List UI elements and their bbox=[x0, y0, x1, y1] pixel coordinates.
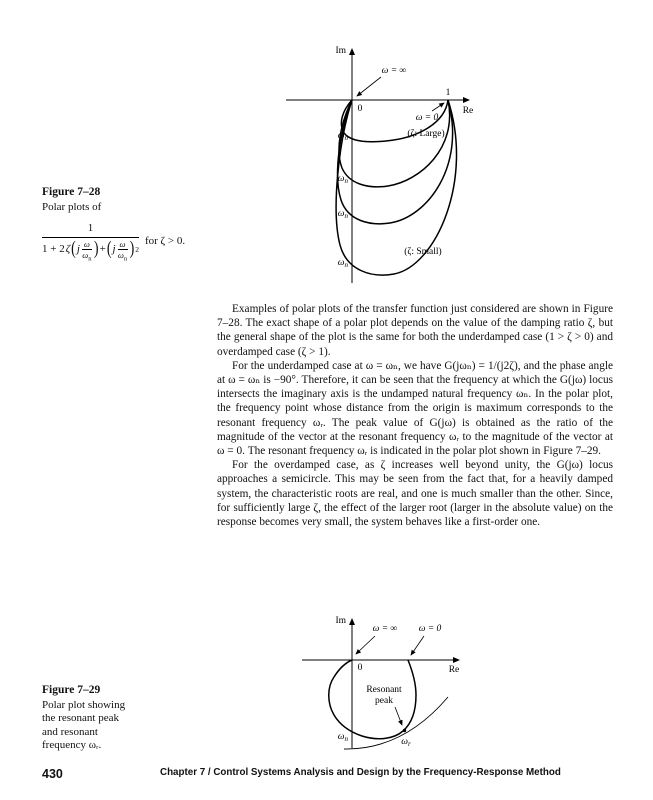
omega-infinity-label: ω = ∞ bbox=[381, 66, 407, 76]
chapter-running-title: Chapter 7 / Control Systems Analysis and Design by the Frequency-Response Method bbox=[160, 767, 561, 778]
omega-symbol: ω bbox=[117, 249, 124, 260]
figure-7-29-caption-line: Polar plot showing bbox=[42, 699, 126, 712]
zeta-symbol: ζ bbox=[65, 243, 71, 256]
resonant-point-dot bbox=[403, 729, 406, 732]
page-footer bbox=[42, 765, 617, 783]
figure-7-29-caption-line: the resonant peak bbox=[42, 712, 119, 725]
omega-symbol: ω bbox=[82, 249, 89, 260]
n-subscript: n bbox=[123, 255, 128, 263]
omega-over-omega-n bbox=[118, 240, 128, 261]
j-symbol: j bbox=[76, 243, 80, 256]
omega-zero-label: ω = 0 bbox=[418, 624, 442, 634]
figure-7-29-caption-line: frequency ωᵣ. bbox=[42, 738, 102, 751]
figure-7-29-caption bbox=[42, 684, 242, 752]
paragraph: Examples of polar plots of the transfer function just considered are shown in Figure 7–28. The exact shape of a polar plot depends on the value of the damping ratio ζ, but the general shape of the plot is the same for both the underdamped case (1 > ζ > 0) and overdamped case (ζ > 1). bbox=[217, 303, 613, 358]
n-subscript: n bbox=[344, 261, 348, 269]
figure-7-28-plot bbox=[280, 40, 480, 290]
resonant-peak-arrow bbox=[395, 707, 402, 725]
zeta-large-label: (ζ: Large) bbox=[407, 129, 445, 139]
n-subscript: n bbox=[344, 735, 348, 743]
im-axis-label: Im bbox=[335, 616, 346, 626]
omega-symbol: ω bbox=[83, 238, 90, 249]
omega-r-label: $\omega_r$ bbox=[401, 737, 411, 748]
n-subscript: n bbox=[344, 177, 348, 185]
page-number: 430 bbox=[42, 767, 63, 781]
omega-n-label: $\omega_n$ bbox=[337, 209, 348, 220]
formula-fraction bbox=[42, 222, 139, 263]
n-subscript: n bbox=[344, 134, 348, 142]
resonant-peak-label: peak bbox=[375, 696, 393, 706]
zeta-small-label: (ζ: Small) bbox=[404, 247, 442, 257]
one-label: 1 bbox=[445, 88, 451, 98]
omega-symbol: ω bbox=[119, 238, 126, 249]
figure-7-29-plot bbox=[298, 610, 473, 758]
omega-n-label: $\omega_n$ bbox=[337, 732, 348, 743]
formula-numerator: 1 bbox=[42, 222, 139, 237]
omega-zero-arrow bbox=[411, 636, 424, 655]
omega-zero-label: ω = 0 bbox=[415, 113, 439, 123]
im-axis-label: Im bbox=[335, 46, 346, 56]
n-subscript: n bbox=[88, 255, 92, 263]
formula-denominator: 1 + 2 ζ ( j ω $\omega_n$ ) + ( j ω $\omega_n$ ) 2 bbox=[42, 238, 139, 263]
paragraph: For the overdamped case, as ζ increases well beyond unity, the G(jω) locus approaches a semicircle. This may be seen from the fact that, for a heavily damped system, the characteristic roots are real, and one is much smaller than the other. Since, for sufficiently large ζ, the effect of the larger root (larger in the absolute value) on the response becomes very small, the system behaves like a first-order one. bbox=[217, 459, 613, 529]
open-paren: ( bbox=[71, 239, 76, 260]
figure-7-28-caption bbox=[42, 186, 242, 263]
body-text bbox=[217, 302, 613, 529]
origin-label: 0 bbox=[357, 663, 363, 673]
polar-locus-curve bbox=[329, 660, 416, 739]
omega-over-omega-n bbox=[82, 240, 92, 261]
den-prefix: 1 + 2 bbox=[42, 243, 65, 256]
re-axis-label: Re bbox=[462, 106, 474, 116]
omega-infinity-label: ω = ∞ bbox=[372, 624, 398, 634]
figure-7-28-caption-text: Polar plots of bbox=[42, 201, 102, 214]
r-subscript: r bbox=[407, 740, 411, 748]
resonant-peak-label: Resonant bbox=[366, 685, 402, 695]
omega-n-label: $\omega_n$ bbox=[337, 258, 348, 269]
plus-sign: + bbox=[99, 243, 106, 256]
figure-7-28-title: Figure 7–28 bbox=[42, 186, 101, 198]
omega-zero-arrow bbox=[432, 103, 444, 111]
figure-7-29-title: Figure 7–29 bbox=[42, 684, 101, 696]
origin-label: 0 bbox=[357, 104, 363, 114]
omega-inf-arrow bbox=[356, 636, 375, 654]
j-symbol: j bbox=[112, 243, 116, 256]
n-subscript: n bbox=[344, 212, 348, 220]
omega-inf-arrow bbox=[357, 77, 381, 96]
close-paren: ) bbox=[93, 239, 99, 260]
figure-7-29-caption-line: and resonant bbox=[42, 725, 98, 738]
omega-n-label: $\omega_n$ bbox=[337, 131, 348, 142]
omega-n-label: $\omega_n$ bbox=[337, 174, 348, 185]
figure-7-28-formula bbox=[42, 222, 242, 263]
resonant-magnitude-arc bbox=[344, 697, 448, 749]
open-paren: ( bbox=[106, 239, 112, 260]
paragraph: For the underdamped case at ω = ωₙ, we have G(jωₙ) = 1/(j2ζ), and the phase angle at ω = ωₙ is −90°. Therefore, it can be seen that the frequency at which the G(jω) locus intersects the imaginary axis is the undamped natural frequency ωₙ. In the polar plot, the frequency point whose distance from the origin is maximum corresponds to the resonant frequency ωᵣ. The peak value of G(jω) is obtained as the ratio of the magnitude of the vector at the resonant frequency ωᵣ to the magnitude of the vector at ω = 0. The resonant frequency ωᵣ is indicated in the polar plot shown in Figure 7–29. bbox=[217, 359, 613, 458]
close-paren: ) bbox=[129, 239, 135, 260]
for-zeta-clause: for ζ > 0. bbox=[144, 234, 186, 247]
re-axis-label: Re bbox=[448, 665, 460, 675]
